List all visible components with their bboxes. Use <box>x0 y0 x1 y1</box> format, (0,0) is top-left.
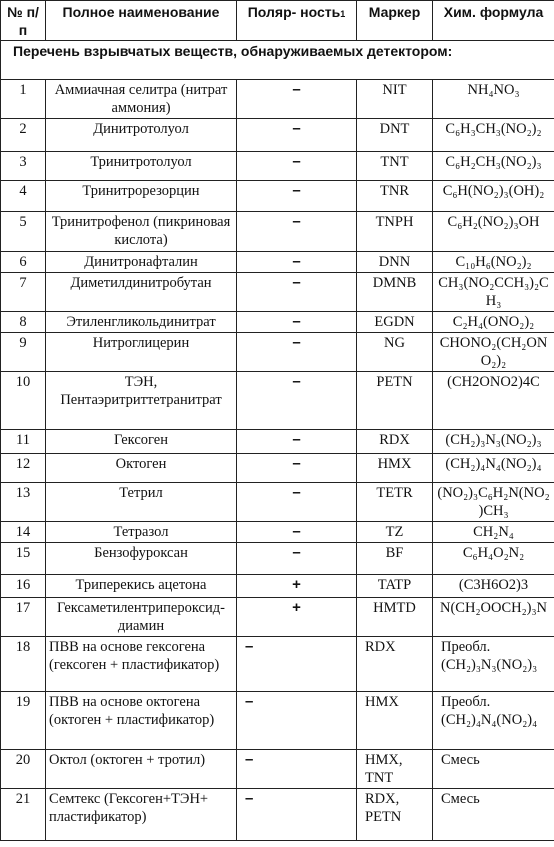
polarity-sign: – <box>237 750 357 789</box>
chemical-formula: C₆H(NO₂)₃(OH)₂ <box>433 181 554 212</box>
chemical-formula: C₂H₄(ONO₂)₂ <box>433 312 554 333</box>
polarity-sign: – <box>237 212 357 252</box>
polarity-sign: – <box>237 430 357 454</box>
polarity-sign: – <box>237 119 357 152</box>
section-row <box>1 41 554 80</box>
polarity-sign: – <box>237 789 357 841</box>
chemical-formula: C₆H₂(NO₂)₃OH <box>433 212 554 252</box>
substance-name: Октоген <box>46 454 237 483</box>
substance-name: Триперекись ацетона <box>46 575 237 598</box>
marker-code: RDX, PETN <box>357 789 433 841</box>
chemical-formula: CH₃(NO₂CCH₃)₂CH₃ <box>433 273 554 312</box>
table-row <box>1 750 554 789</box>
substance-name: Аммиачная селитра (нитрат аммония) <box>46 80 237 119</box>
row-number: 20 <box>1 750 46 789</box>
chemical-formula: Преобл. (CH₂)₃N₃(NO₂)₃ <box>433 637 554 692</box>
row-number: 15 <box>1 543 46 575</box>
row-number: 14 <box>1 522 46 543</box>
chemical-formula: (CH₂)₄N₄(NO₂)₄ <box>433 454 554 483</box>
substance-name: Бензофуроксан <box>46 543 237 575</box>
substance-name: Семтекс (Гексоген+ТЭН+ пластификатор) <box>46 789 237 841</box>
header-polarity-label: Поляр- ность <box>247 4 341 20</box>
chemical-formula: CHONO₂(CH₂ONO₂)₂ <box>433 333 554 372</box>
marker-code: NIT <box>357 80 433 119</box>
substance-name: Диметилдинитробутан <box>46 273 237 312</box>
table-row <box>1 80 554 119</box>
marker-code: HMTD <box>357 598 433 637</box>
polarity-sign: – <box>237 152 357 181</box>
chemical-formula: (CH2ONO2)4C <box>433 372 554 430</box>
substance-name: Гексоген <box>46 430 237 454</box>
table-row <box>1 333 554 372</box>
chemical-formula: C₆H₂CH₃(NO₂)₃ <box>433 152 554 181</box>
table-row <box>1 212 554 252</box>
marker-code: HMX <box>357 454 433 483</box>
polarity-sign: – <box>237 543 357 575</box>
polarity-sign: – <box>237 637 357 692</box>
chemical-formula: CH₂N₄ <box>433 522 554 543</box>
marker-code: DMNB <box>357 273 433 312</box>
table-row <box>1 252 554 273</box>
table-row <box>1 575 554 598</box>
marker-code: HMX <box>357 692 433 750</box>
table-row <box>1 152 554 181</box>
row-number: 4 <box>1 181 46 212</box>
polarity-sign: – <box>237 80 357 119</box>
row-number: 18 <box>1 637 46 692</box>
chemical-formula: Смесь <box>433 750 554 789</box>
row-number: 19 <box>1 692 46 750</box>
header-name: Полное наименование <box>46 1 237 41</box>
polarity-sign: – <box>237 273 357 312</box>
row-number: 1 <box>1 80 46 119</box>
marker-code: NG <box>357 333 433 372</box>
substance-name: Тринитрорезорцин <box>46 181 237 212</box>
row-number: 5 <box>1 212 46 252</box>
chemical-formula: NH₄NO₃ <box>433 80 554 119</box>
chemical-formula: (C3H6O2)3 <box>433 575 554 598</box>
polarity-sign: – <box>237 181 357 212</box>
chemical-formula: C₆H₄O₂N₂ <box>433 543 554 575</box>
table-row <box>1 430 554 454</box>
chemical-formula: (NO₂)₃C₆H₂N(NO₂)CH₃ <box>433 483 554 522</box>
row-number: 16 <box>1 575 46 598</box>
substance-name: Тринитротолуол <box>46 152 237 181</box>
table-row <box>1 483 554 522</box>
header-row <box>1 1 554 41</box>
table-row <box>1 598 554 637</box>
substance-name: Динитротолуол <box>46 119 237 152</box>
polarity-sign: – <box>237 692 357 750</box>
table-row <box>1 372 554 430</box>
row-number: 6 <box>1 252 46 273</box>
marker-code: TNT <box>357 152 433 181</box>
row-number: 17 <box>1 598 46 637</box>
row-number: 21 <box>1 789 46 841</box>
marker-code: TNPH <box>357 212 433 252</box>
substance-name: ПВВ на основе октогена (октоген + пластификатор) <box>46 692 237 750</box>
polarity-sign: + <box>237 598 357 637</box>
row-number: 11 <box>1 430 46 454</box>
row-number: 3 <box>1 152 46 181</box>
marker-code: TNR <box>357 181 433 212</box>
chemical-formula: C₁₀H₆(NO₂)₂ <box>433 252 554 273</box>
table-row <box>1 543 554 575</box>
substance-name: Тетразол <box>46 522 237 543</box>
substance-name: Динитронафталин <box>46 252 237 273</box>
table-row <box>1 454 554 483</box>
row-number: 12 <box>1 454 46 483</box>
polarity-sign: – <box>237 454 357 483</box>
table-row <box>1 181 554 212</box>
marker-code: RDX <box>357 430 433 454</box>
marker-code: TZ <box>357 522 433 543</box>
table-row <box>1 522 554 543</box>
section-title: Перечень взрывчатых веществ, обнаруживаемых детектором: <box>1 41 554 80</box>
table-row <box>1 312 554 333</box>
marker-code: RDX <box>357 637 433 692</box>
chemical-formula: N(CH₂OOCH₂)₃N <box>433 598 554 637</box>
header-polarity <box>237 1 357 41</box>
table-row <box>1 692 554 750</box>
marker-code: HMX, TNT <box>357 750 433 789</box>
substance-name: Тетрил <box>46 483 237 522</box>
row-number: 8 <box>1 312 46 333</box>
row-number: 9 <box>1 333 46 372</box>
marker-code: BF <box>357 543 433 575</box>
row-number: 7 <box>1 273 46 312</box>
polarity-sign: – <box>237 483 357 522</box>
polarity-sign: – <box>237 522 357 543</box>
substance-name: Тринитрофенол (пикриновая кислота) <box>46 212 237 252</box>
substance-name: ТЭН, Пентаэритриттетранитрат <box>46 372 237 430</box>
table-row <box>1 789 554 841</box>
row-number: 13 <box>1 483 46 522</box>
polarity-sign: – <box>237 372 357 430</box>
polarity-sign: – <box>237 252 357 273</box>
table-row <box>1 119 554 152</box>
header-marker: Маркер <box>357 1 433 41</box>
marker-code: DNT <box>357 119 433 152</box>
table-row <box>1 637 554 692</box>
substance-name: Нитроглицерин <box>46 333 237 372</box>
chemical-formula: (CH₂)₃N₃(NO₂)₃ <box>433 430 554 454</box>
marker-code: TATP <box>357 575 433 598</box>
table-row <box>1 273 554 312</box>
row-number: 2 <box>1 119 46 152</box>
marker-code: PETN <box>357 372 433 430</box>
chemical-formula: C₆H₃CH₃(NO₂)₂ <box>433 119 554 152</box>
chemical-formula: Преобл. (CH₂)₄N₄(NO₂)₄ <box>433 692 554 750</box>
header-num: № п/п <box>1 1 46 41</box>
header-polarity-footnote: 1 <box>340 9 346 19</box>
header-formula: Хим. формула <box>433 1 554 41</box>
marker-code: TETR <box>357 483 433 522</box>
polarity-sign: + <box>237 575 357 598</box>
substance-name: Гексаметилентрипероксид- диамин <box>46 598 237 637</box>
substance-name: Этиленгликольдинитрат <box>46 312 237 333</box>
marker-code: DNN <box>357 252 433 273</box>
polarity-sign: – <box>237 312 357 333</box>
row-number: 10 <box>1 372 46 430</box>
chemical-formula: Смесь <box>433 789 554 841</box>
marker-code: EGDN <box>357 312 433 333</box>
substance-name: Октол (октоген + тротил) <box>46 750 237 789</box>
substance-name: ПВВ на основе гексогена (гексоген + пластификатор) <box>46 637 237 692</box>
polarity-sign: – <box>237 333 357 372</box>
